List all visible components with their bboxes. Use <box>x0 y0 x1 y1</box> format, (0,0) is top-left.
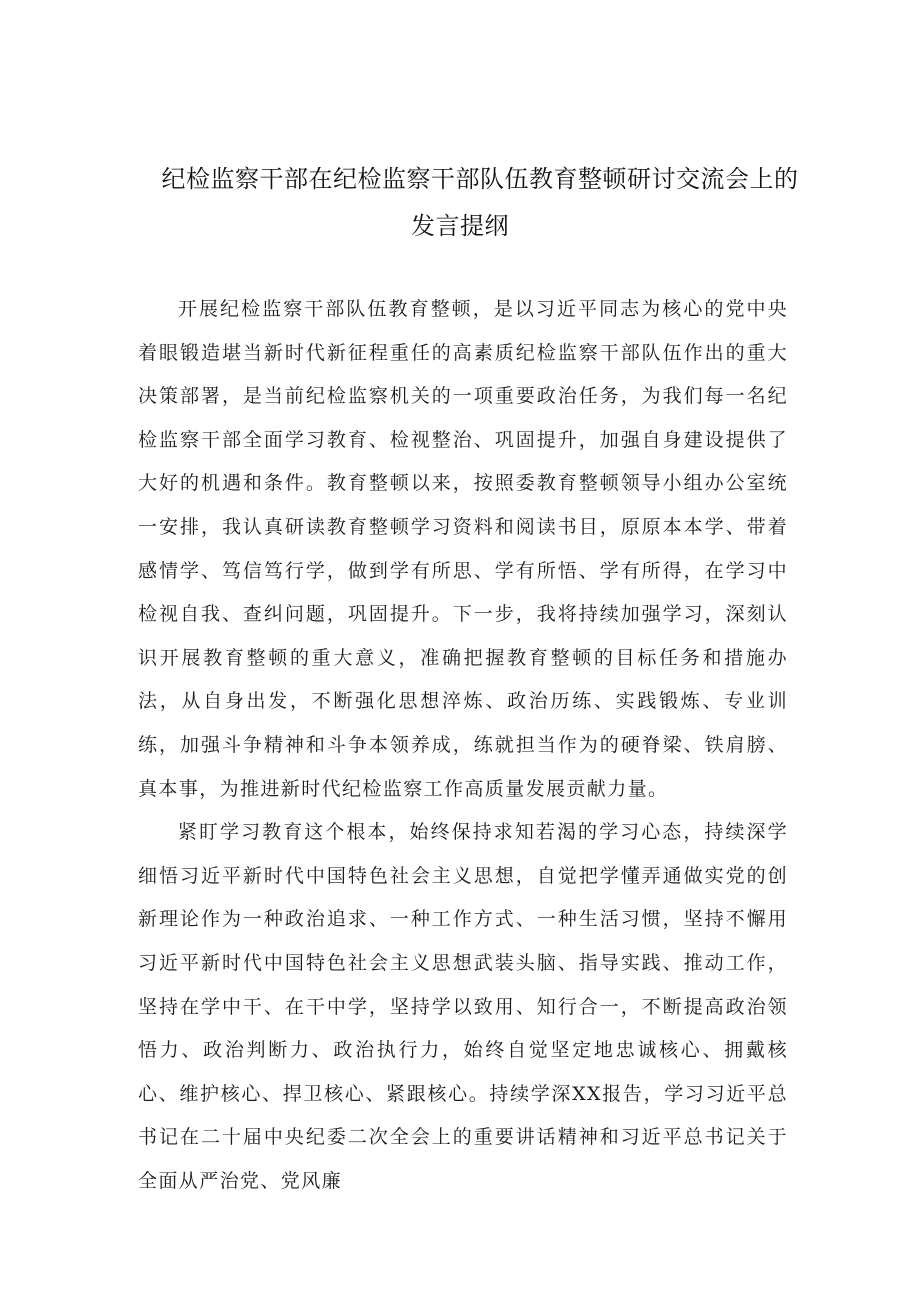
body-paragraph-2: 紧盯学习教育这个根本，始终保持求知若渴的学习心态，持续深学细悟习近平新时代中国特色社会主义思想，自觉把学懂弄通做实党的创新理论作为一种政治追求、一种工作方式、一种生活习惯，坚持不懈用习近平新时代中国特色社会主义思想武装头脑、指导实践、推动工作，坚持在学中干、在干中学，坚持学以致用、知行合一，不断提高政治领悟力、政治判断力、政治执行力，始终自觉坚定地忠诚核心、拥戴核心、维护核心、捍卫核心、紧跟核心。持续学深XX报告，学习习近平总书记在二十届中央纪委二次全会上的重要讲话精神和习近平总书记关于全面从严治党、党风廉 <box>138 821 788 1192</box>
document-title-line2: 发言提纲 <box>411 212 509 240</box>
document-body <box>138 288 788 1203</box>
document-title-line1: 纪检监察干部在纪检监察干部队伍教育整顿研讨交流会上的 <box>161 165 799 193</box>
body-paragraph-1: 开展纪检监察干部队伍教育整顿，是以习近平同志为核心的党中央着眼锻造堪当新时代新征程重任的高素质纪检监察干部队伍作出的重大决策部署，是当前纪检监察机关的一项重要政治任务，为我们每一名纪检监察干部全面学习教育、检视整治、巩固提升，加强自身建设提供了大好的机遇和条件。教育整顿以来，按照委教育整顿领导小组办公室统一安排，我认真研读教育整顿学习资料和阅读书目，原原本本学、带着感情学、笃信笃行学，做到学有所思、学有所悟、学有所得，在学习中检视自我、查纠问题，巩固提升。下一步，我将持续加强学习，深刻认识开展教育整顿的重大意义，准确把握教育整顿的目标任务和措施办法，从自身出发，不断强化思想淬炼、政治历练、实践锻炼、专业训练，加强斗争精神和斗争本领养成，练就担当作为的硬脊梁、铁肩膀、真本事，为推进新时代纪检监察工作高质量发展贡献力量。 <box>138 298 788 800</box>
